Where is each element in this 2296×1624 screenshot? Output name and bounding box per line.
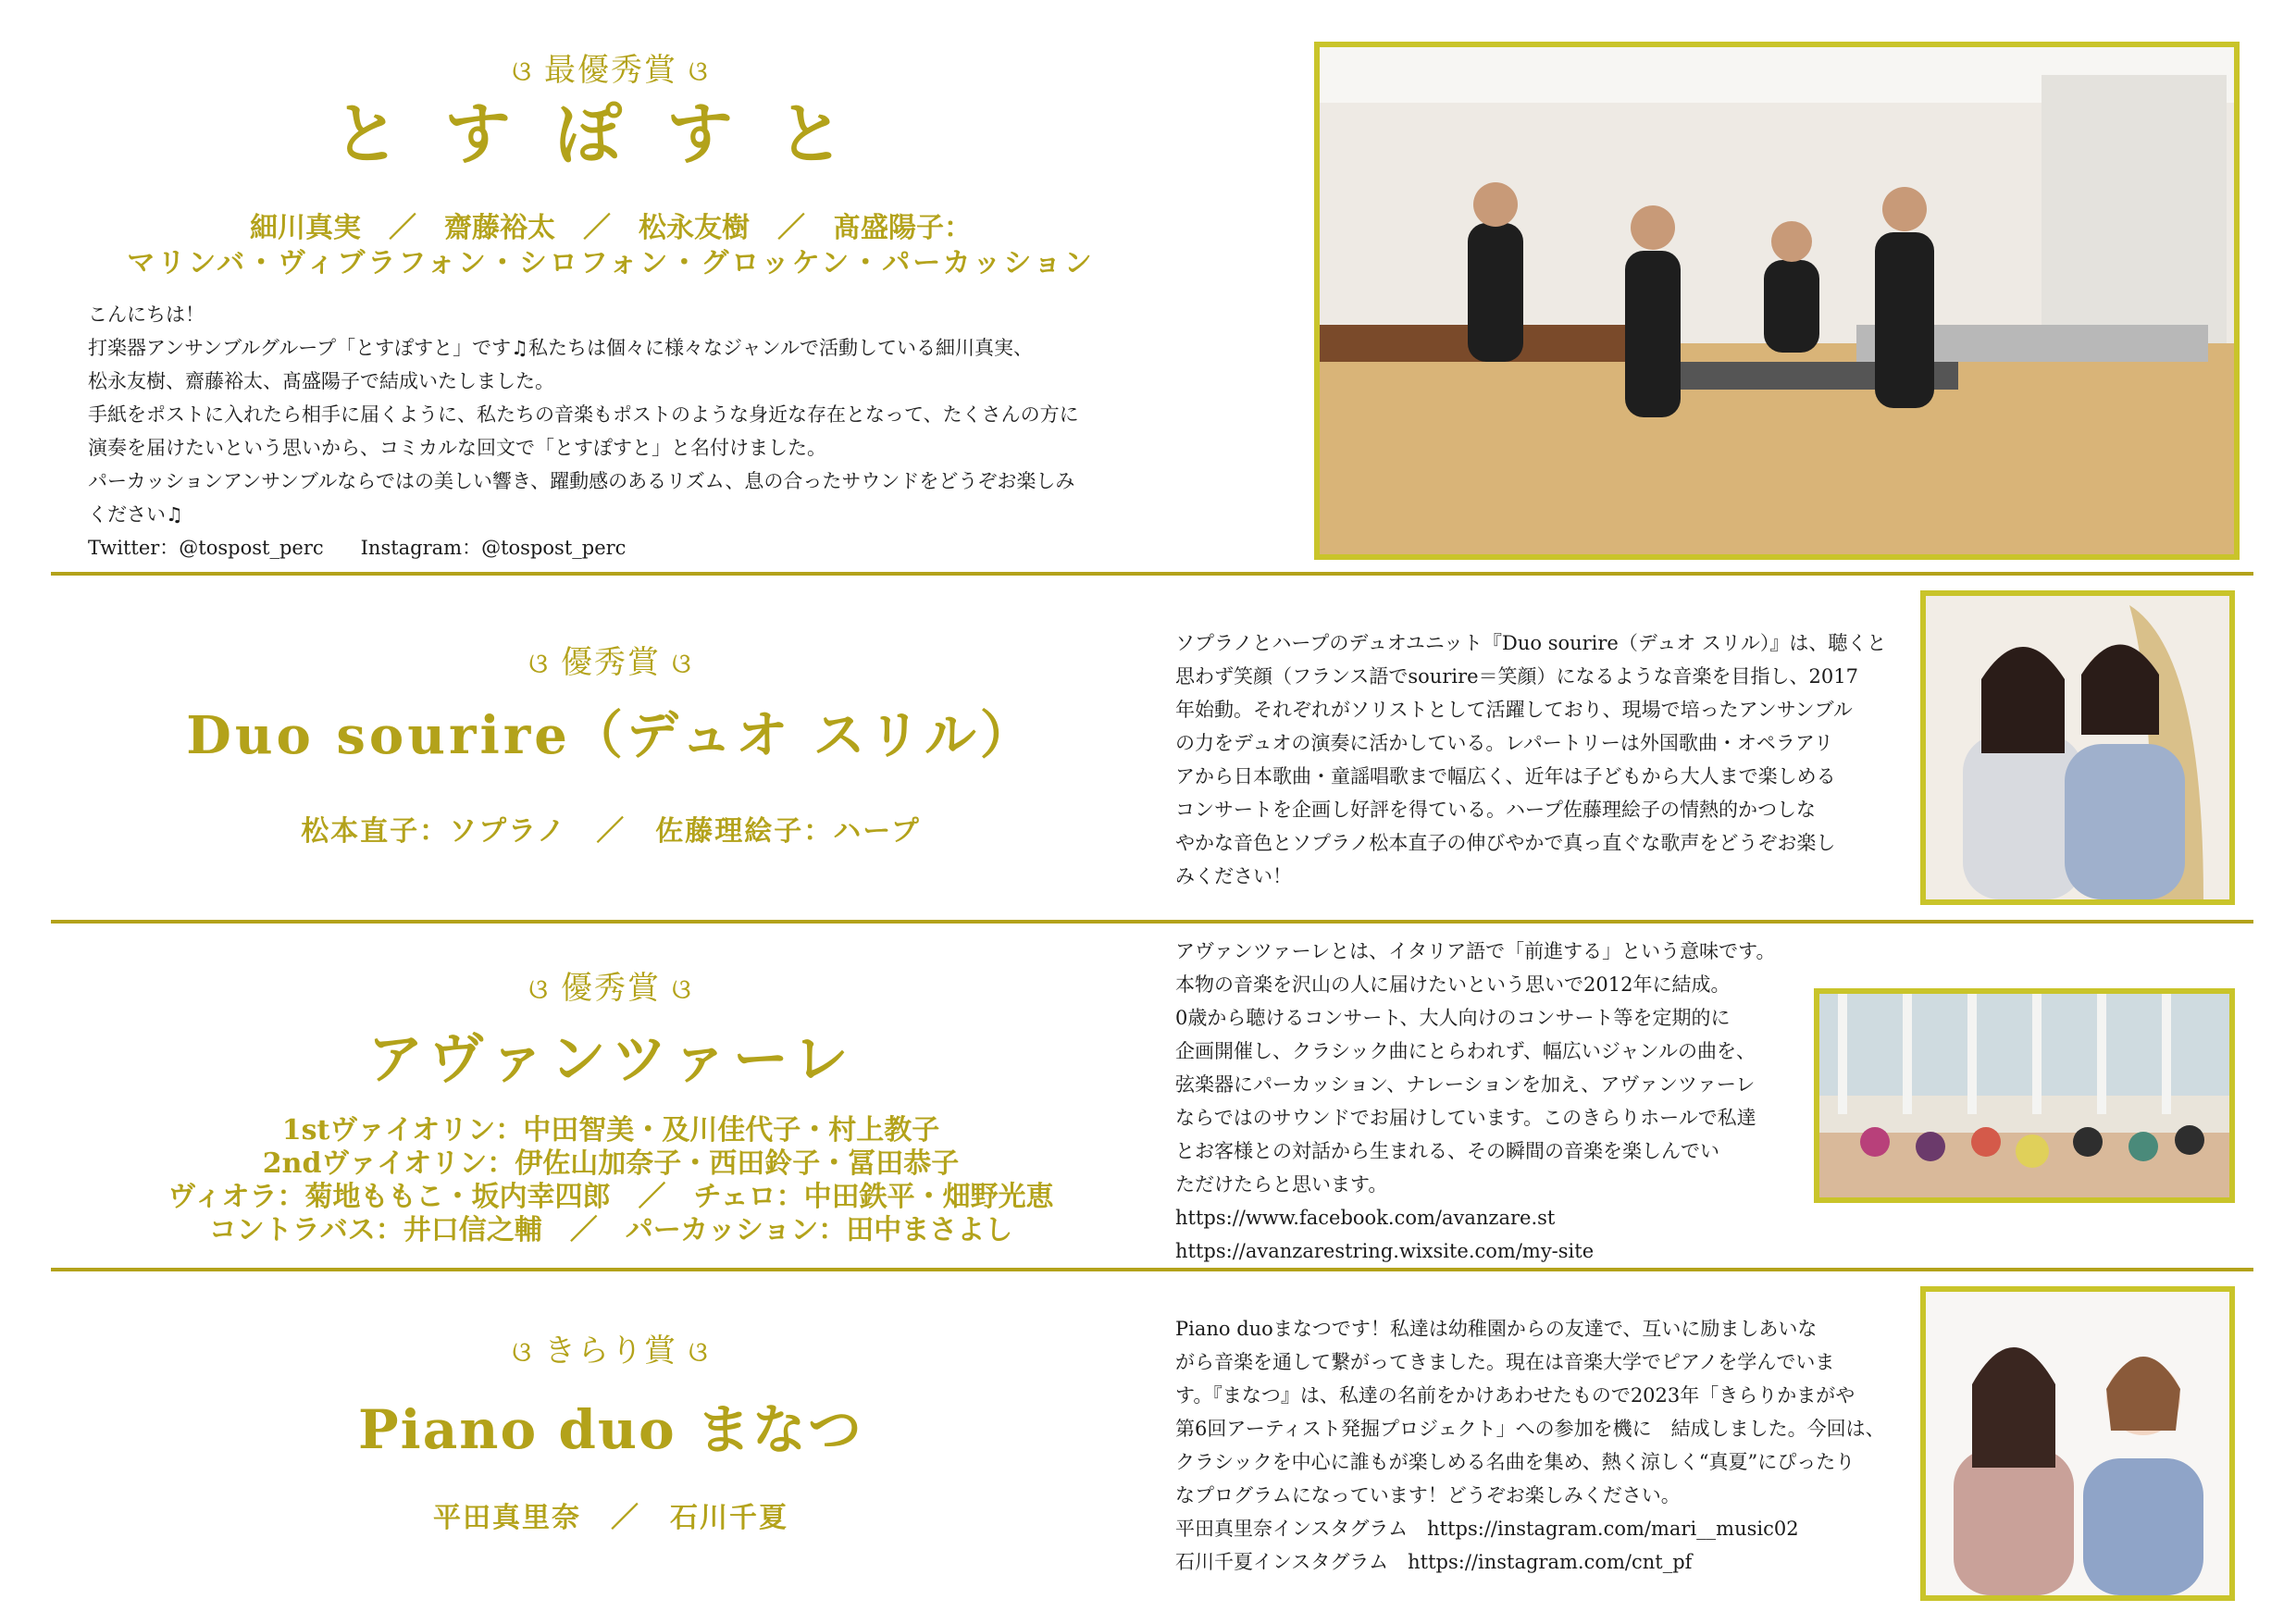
- group-name-3: アヴァンツァーレ: [367, 1027, 854, 1092]
- ornament-left-icon: ଓ: [528, 648, 550, 680]
- ornament-left-icon: ଓ: [512, 1336, 533, 1369]
- ornament-right-icon: ଓ: [672, 973, 693, 1006]
- award-heading-1: ଓ 最優秀賞 ଓ: [512, 52, 710, 89]
- award-heading-4: ଓ きらり賞 ଓ: [512, 1333, 710, 1370]
- group-name-2: Duo sourire（デュオ スリル）: [186, 705, 1036, 766]
- award-heading-2: ଓ 優秀賞 ଓ: [528, 644, 693, 681]
- string-ensemble-photo: [1819, 994, 2229, 1197]
- section-divider-3: [51, 1268, 2253, 1271]
- ornament-left-icon: ଓ: [528, 973, 550, 1006]
- facebook-link[interactable]: https://www.facebook.com/avanzare.st: [1175, 1207, 1556, 1229]
- section-divider-2: [51, 920, 2253, 924]
- instagram-link-ishikawa[interactable]: 石川千夏インスタグラム https://instagram.com/cnt_pf: [1175, 1551, 1693, 1573]
- section-divider-1: [51, 572, 2253, 576]
- group-name-4: Piano duo まなつ: [358, 1398, 863, 1461]
- photo-avanzare: [1814, 988, 2235, 1203]
- photo-piano-duo: [1920, 1286, 2235, 1601]
- ornament-right-icon: ଓ: [672, 648, 693, 680]
- piano-duo-photo: [1926, 1292, 2229, 1595]
- members-4: 平田真里奈 ／ 石川千夏: [433, 1502, 788, 1534]
- description-3: アヴァンツァーレとは、イタリア語で「前進する」という意味です。 本物の音楽を沢山の人に届けたいという思いで2012年に結成。 0歳から聴けるコンサート、大人向けのコンサート等を定期的に 企画開催し、クラシック曲にとらわれず、幅広いジャンルの曲を、 弦楽器にパーカッション、ナレーションを加え、アヴァンツァーレ ならではのサウンドでお届けしています。このきらりホールで私達 とお客様との対話から生まれる、その瞬間の音楽を楽しんでい ただけたらと思います。 https://www.facebook.com/avanzare.st https://avanzarestring.wixsite.com/my-site: [1175, 935, 1805, 1268]
- group-name-1: とすぽすと: [332, 94, 888, 173]
- soprano-harp-duo-photo: [1926, 596, 2229, 899]
- percussion-ensemble-photo: [1320, 47, 2234, 554]
- twitter-handle: Twitter：@tospost_perc: [88, 537, 324, 559]
- members-2: 松本直子：ソプラノ ／ 佐藤理絵子：ハープ: [301, 815, 921, 848]
- instagram-handle: Instagram：@tospost_perc: [360, 537, 627, 559]
- website-link[interactable]: https://avanzarestring.wixsite.com/my-site: [1175, 1240, 1595, 1262]
- photo-tospost: [1314, 42, 2240, 560]
- photo-duo-sourire: [1920, 590, 2235, 905]
- award-heading-3: ଓ 優秀賞 ଓ: [528, 970, 693, 1007]
- description-1: こんにちは！ 打楽器アンサンブルグループ「とすぽすと」です♫私たちは個々に様々なジャンルで活動している細川真実、 松永友樹、齋藤裕太、髙盛陽子で結成いたしました。 手紙をポストに入れたら相手に届くように、私たちの音楽もポストのような身近な存在となって、たくさんの方に 演奏を届けたいという思いから、コミカルな回文で「とすぽすと」と名付けました。 パーカッションアンサンブルならではの美しい響き、躍動感のあるリズム、息の合ったサウンドをどうぞお楽しみ ください♫ Twitter：@tospost_perc Instagram：@tospost_perc: [88, 304, 1079, 559]
- instagram-link-hirata[interactable]: 平田真里奈インスタグラム https://instagram.com/mari__music02: [1175, 1518, 1799, 1540]
- description-4: Piano duoまなつです！私達は幼稚園からの友達で、互いに励ましあいな がら音楽を通して繋がってきました。現在は音楽大学でピアノを学んでいま す。『まなつ』は、私達の名前をかけあわせたもので2023年「きらりかまがや 第6回アーティスト発掘プロジェクト」への参加を機に 結成しました。今回は、 クラシックを中心に誰もが楽しめる名曲を集め、熱く涼しく“真夏”にぴったり なプログラムになっています！どうぞお楽しみください。 平田真里奈インスタグラム https://instagram.com/mari__music02 石川千夏インスタグラム https://instagram.com/cnt_pf: [1175, 1312, 1906, 1579]
- ornament-right-icon: ଓ: [689, 1336, 710, 1369]
- description-2: ソプラノとハープのデュオユニット『Duo sourire（デュオ スリル）』は、聴くと 思わず笑顔（フランス語でsourire＝笑顔）になるような音楽を目指し、2017 年始動。それぞれがソリストとして活躍しており、現場で培ったアンサンブル の力をデュオの演奏に活かしている。レパートリーは外国歌曲・オペラアリ アから日本歌曲・童謡唱歌まで幅広く、近年は子どもから大人まで楽しめる コンサートを企画し好評を得ている。ハープ佐藤理絵子の情熱的かつしな やかな音色とソプラノ松本直子の伸びやかで真っ直ぐな歌声をどうぞお楽し みください！: [1175, 632, 1887, 887]
- ornament-left-icon: ଓ: [512, 56, 533, 88]
- ornament-right-icon: ଓ: [689, 56, 710, 88]
- members-1: 細川真実 ／ 齋藤裕太 ／ 松永友樹 ／ 髙盛陽子： マリンバ・ヴィブラフォン・シロフォン・グロッケン・パーカッション: [127, 212, 1095, 279]
- members-3: 1stヴァイオリン：中田智美・及川佳代子・村上教子 2ndヴァイオリン：伊佐山加奈子・西田鈴子・冨田恭子 ヴィオラ：菊地ももこ・坂内幸四郎 ／ チェロ：中田鉄平・畑野光恵 コントラバス：井口信之輔 ／ パーカッション：田中まさよし: [168, 1114, 1054, 1246]
